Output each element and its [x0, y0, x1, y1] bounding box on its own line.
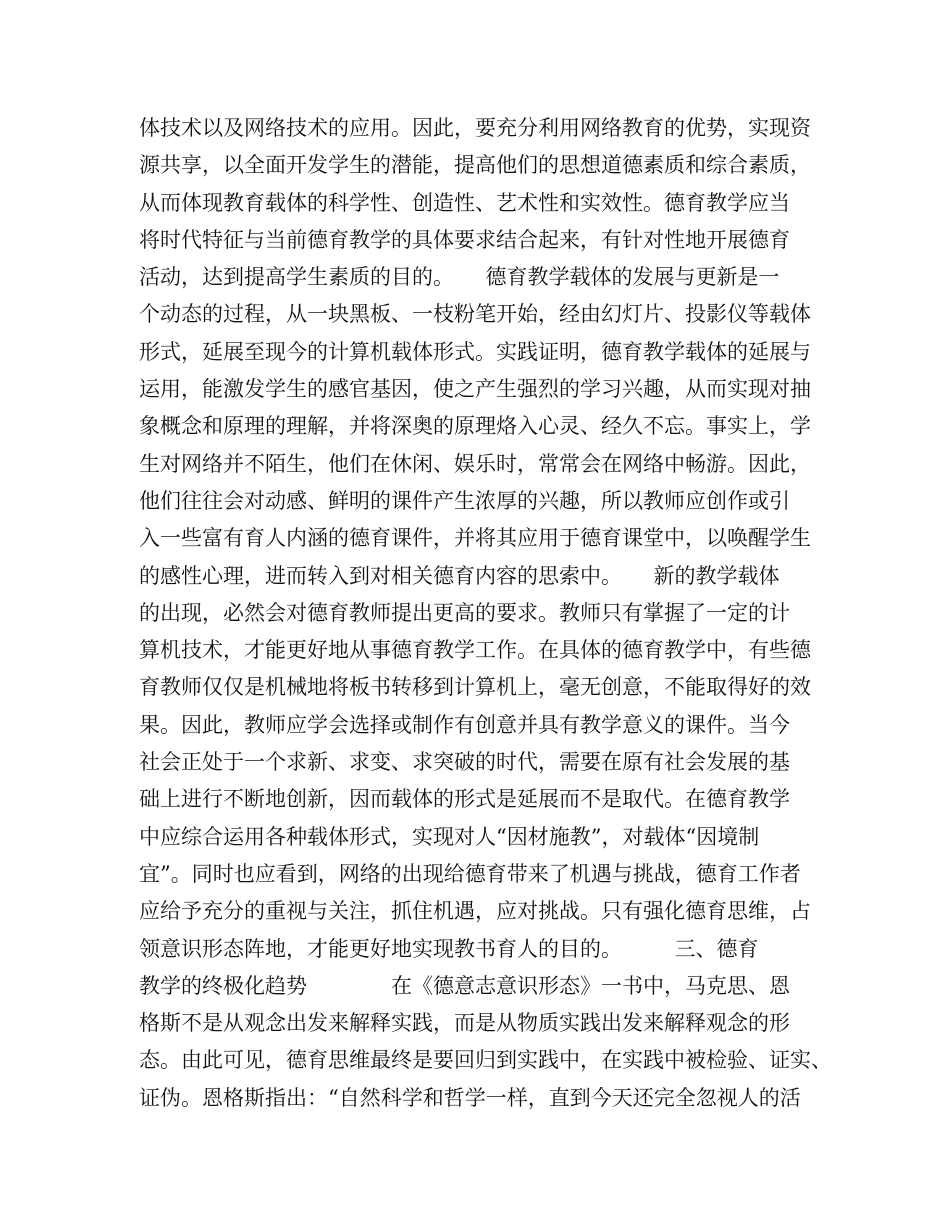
text-line: 将时代特征与当前德育教学的具体要求结合起来，有针对性地开展德育 — [139, 227, 790, 252]
text-line: 象概念和原理的理解，并将深奥的原理烙入心灵、经久不忘。事实上，学 — [139, 414, 811, 439]
text-line: 应给予充分的重视与关注，抓住机遇，应对挑战。只有强化德育思维，占 — [139, 899, 811, 924]
text-line: 他们往往会对动感、鲜明的课件产生浓厚的兴趣，所以教师应创作或引 — [139, 488, 790, 513]
text-line: 运用，能激发学生的感官基因，使之产生强烈的学习兴趣，从而实现对抽 — [139, 377, 811, 402]
text-line: 中应综合运用各种载体形式，实现对人“因材施教”，对载体“因境制 — [139, 824, 760, 849]
text-line: 的出现，必然会对德育教师提出更高的要求。教师只有掌握了一定的计 — [139, 600, 790, 625]
text-line: 领意识形态阵地，才能更好地实现教书育人的目的。 三、德育 — [139, 936, 759, 961]
text-line: 态。由此可见，德育思维最终是要回归到实践中，在实践中被检验、证实、 — [139, 1048, 832, 1073]
text-line: 从而体现教育载体的科学性、创造性、艺术性和实效性。德育教学应当 — [139, 190, 790, 215]
text-line: 形式，延展至现今的计算机载体形式。实践证明，德育教学载体的延展与 — [139, 339, 811, 364]
text-line: 宜”。同时也应看到，网络的出现给德育带来了机遇与挑战，德育工作者 — [139, 861, 801, 886]
text-line: 源共享，以全面开发学生的潜能，提高他们的思想道德素质和综合素质， — [139, 153, 811, 178]
text-line: 个动态的过程，从一块黑板、一枝粉笔开始，经由幻灯片、投影仪等载体 — [139, 302, 811, 327]
text-line: 社会正处于一个求新、求变、求突破的时代，需要在原有社会发展的基 — [139, 750, 790, 775]
text-line: 活动，达到提高学生素质的目的。 德育教学载体的发展与更新是一 — [139, 265, 780, 290]
text-line: 果。因此，教师应学会选择或制作有创意并具有教学意义的课件。当今 — [139, 712, 790, 737]
text-line: 证伪。恩格斯指出：“自然科学和哲学一样，直到今天还完全忽视人的活 — [139, 1085, 801, 1110]
body-text — [139, 110, 832, 1117]
text-line: 教学的终极化趋势 在《德意志意识形态》一书中，马克思、恩 — [139, 973, 790, 998]
text-line: 础上进行不断地创新，因而载体的形式是延展而不是取代。在德育教学 — [139, 787, 790, 812]
text-line: 体技术以及网络技术的应用。因此，要充分利用网络教育的优势，实现资 — [139, 116, 811, 140]
text-line: 育教师仅仅是机械地将板书转移到计算机上，毫无创意，不能取得好的效 — [139, 675, 811, 700]
text-line: 生对网络并不陌生，他们在休闲、娱乐时，常常会在网络中畅游。因此， — [139, 451, 811, 476]
text-line: 入一些富有育人内涵的德育课件，并将其应用于德育课堂中，以唤醒学生 — [139, 526, 811, 551]
text-line: 的感性心理，进而转入到对相关德育内容的思索中。 新的教学载体 — [139, 563, 780, 588]
text-line: 格斯不是从观念出发来解释实践，而是从物质实践出发来解释观念的形 — [139, 1011, 790, 1036]
text-line: 算机技术，才能更好地从事德育教学工作。在具体的德育教学中，有些德 — [139, 638, 811, 663]
